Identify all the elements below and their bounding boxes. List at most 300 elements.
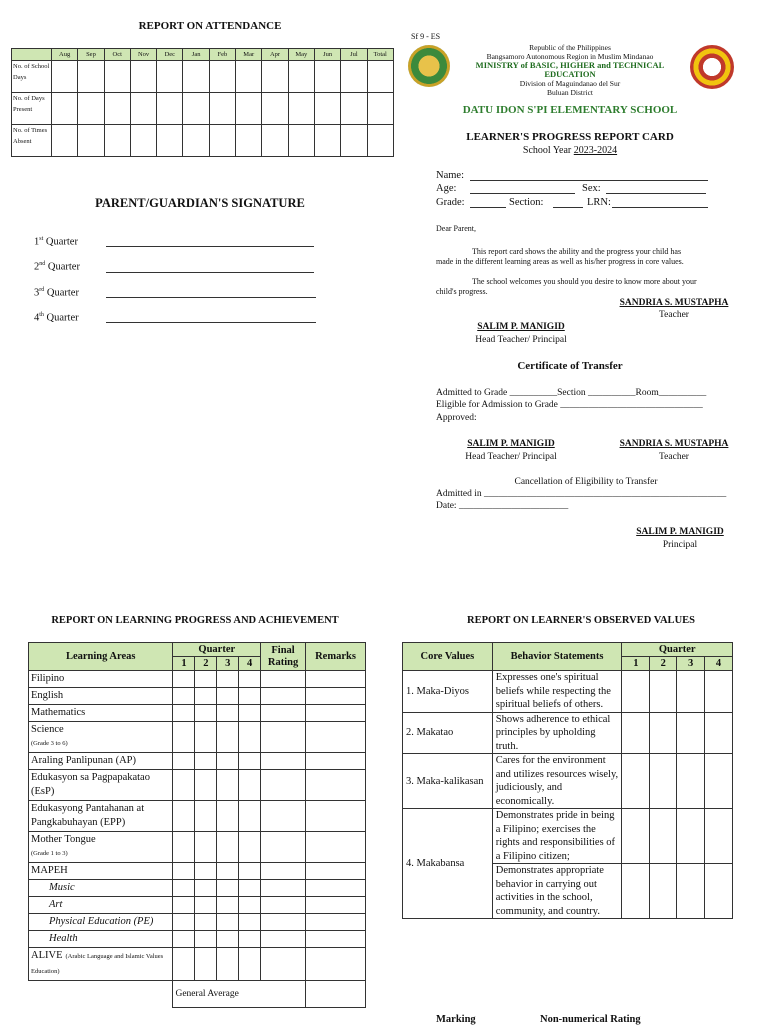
value-rating-cell[interactable] [677,809,705,864]
quarter-grade-cell[interactable] [239,770,261,801]
quarter-grade-cell[interactable] [217,770,239,801]
card-title: LEARNER'S PROGRESS REPORT CARD [466,131,674,143]
attendance-cell[interactable] [130,93,156,125]
age-label: Age: [436,183,457,194]
age-field[interactable] [470,193,575,194]
attendance-month-mar: Mar [236,49,262,61]
value-rating-cell[interactable] [650,671,677,713]
remarks-cell[interactable] [306,801,366,832]
final-rating-cell[interactable] [261,770,306,801]
core-value-label: 4. Makabansa [403,809,493,919]
school-year: School Year 2023-2024 [522,145,618,156]
name-field[interactable] [470,180,708,181]
remarks-cell[interactable] [306,753,366,770]
attendance-row [12,125,394,157]
quarter-grade-cell[interactable] [195,671,217,688]
quarter-grade-cell[interactable] [173,880,195,897]
transfer-title: Certificate of Transfer [517,360,623,372]
final-rating-cell[interactable] [261,671,306,688]
quarter-grade-cell[interactable] [173,914,195,931]
values-quarter-3-header: 3 [677,657,705,671]
value-rating-cell[interactable] [622,809,650,864]
attendance-row-label: No. of Times Absent [12,125,52,157]
quarter-1-header: 1 [173,657,195,671]
core-value-row [403,754,733,809]
quarter-1-label: 1st Quarter [34,236,78,248]
letter-greeting: Dear Parent, [436,224,476,233]
attendance-cell[interactable] [52,125,78,157]
quarter-3-header: 3 [217,657,239,671]
quarter-grade-cell[interactable] [195,880,217,897]
remarks-cell[interactable] [306,897,366,914]
final-rating-cell[interactable] [261,931,306,948]
cancellation-date[interactable]: Date: _______________________ [436,501,569,511]
learning-area-cell [29,753,173,770]
learning-area-label: Mathematics [31,707,86,718]
quarter-grade-cell[interactable] [239,897,261,914]
quarter-grade-cell[interactable] [173,801,195,832]
attendance-row [12,93,394,125]
behavior-statement: Expresses one's spiritual beliefs while respecting the spiritual beliefs of others. [492,671,622,713]
learning-area-label: Araling Panlipunan (AP) [31,755,136,766]
attendance-cell[interactable] [183,125,209,157]
value-rating-cell[interactable] [705,864,733,919]
final-rating-cell[interactable] [261,832,306,863]
value-rating-cell[interactable] [677,671,705,713]
attendance-cell[interactable] [104,93,130,125]
learning-area-cell [29,688,173,705]
attendance-month-jan: Jan [183,49,209,61]
quarter-grade-cell[interactable] [195,863,217,880]
learning-area-label: Health [49,933,78,944]
remarks-cell[interactable] [306,705,366,722]
attendance-cell[interactable] [367,93,393,125]
quarter-2-label: 2nd Quarter [34,261,80,273]
attendance-cell[interactable] [130,61,156,93]
value-rating-cell[interactable] [622,671,650,713]
general-average-spacer [29,981,173,1008]
attendance-cell[interactable] [262,125,288,157]
attendance-cell[interactable] [104,61,130,93]
attendance-cell[interactable] [183,93,209,125]
principal-role: Principal [662,540,698,550]
attendance-cell[interactable] [314,125,340,157]
learning-areas-header: Learning Areas [29,643,173,671]
quarter-grade-cell[interactable] [173,948,195,981]
value-rating-cell[interactable] [677,754,705,809]
transfer-head-role: Head Teacher/ Principal [465,452,557,462]
learning-area-cell [29,770,173,801]
attendance-month-oct: Oct [104,49,130,61]
learning-area-cell [29,832,173,863]
remarks-cell[interactable] [306,688,366,705]
nonnumerical-label: Non-numerical Rating [540,1014,641,1025]
quarter-grade-cell[interactable] [195,897,217,914]
value-rating-cell[interactable] [677,864,705,919]
attendance-cell[interactable] [314,93,340,125]
value-rating-cell[interactable] [677,712,705,754]
header-line1: Republic of the Philippines [529,43,611,52]
attendance-header-row [12,49,394,61]
values-quarter-header: Quarter [622,643,733,657]
head-teacher-name: SALIM P. MANIGID [477,322,565,332]
attendance-cell[interactable] [104,125,130,157]
attendance-month-jul: Jul [341,49,367,61]
learning-area-row [29,801,366,832]
quarter-grade-cell[interactable] [173,705,195,722]
attendance-corner [12,49,52,61]
head-teacher-role: Head Teacher/ Principal [475,335,567,345]
learning-area-cell [29,863,173,880]
learning-area-label: Edukasyon sa Pagpapakatao (EsP) [31,772,150,797]
learning-area-cell [29,948,173,981]
value-rating-cell[interactable] [650,754,677,809]
learning-area-row [29,863,366,880]
learning-area-row [29,880,366,897]
values-quarter-4-header: 4 [705,657,733,671]
remarks-cell[interactable] [306,770,366,801]
attendance-row-label: No. of School Days [12,61,52,93]
learning-area-label: English [31,690,64,701]
learning-area-row [29,931,366,948]
quarter-grade-cell[interactable] [195,722,217,753]
value-rating-cell[interactable] [622,712,650,754]
cancellation-title: Cancellation of Eligibility to Transfer [514,477,658,487]
attendance-cell[interactable] [130,125,156,157]
quarter-grade-cell[interactable] [217,880,239,897]
quarter-4-signature-line[interactable] [106,322,316,323]
value-rating-cell[interactable] [705,712,733,754]
attendance-table [11,48,394,157]
quarter-grade-cell[interactable] [173,897,195,914]
core-values-header: Core Values [403,643,493,671]
quarter-grade-cell[interactable] [195,753,217,770]
letter-paragraph-2: The school welcomes you should you desire to know more about your child's progress. [436,277,697,296]
general-average-cell[interactable] [306,981,366,1008]
core-value-label: 1. Maka-Diyos [403,671,493,713]
attendance-cell[interactable] [367,125,393,157]
final-rating-header: Final Rating [261,643,306,671]
quarter-header: Quarter [173,643,261,657]
attendance-month-feb: Feb [209,49,235,61]
learning-area-row [29,705,366,722]
letter-paragraph-1: This report card shows the ability and the progress your child has made in the different learning areas as well as his/her progress in core values. [436,247,684,266]
quarter-grade-cell[interactable] [239,931,261,948]
core-value-label: 3. Maka-kalikasan [403,754,493,809]
remarks-cell[interactable] [306,914,366,931]
final-rating-cell[interactable] [261,705,306,722]
attendance-month-sep: Sep [78,49,104,61]
remarks-cell[interactable] [306,671,366,688]
learning-area-row [29,914,366,931]
learning-area-row [29,688,366,705]
quarter-grade-cell[interactable] [239,948,261,981]
attendance-cell[interactable] [262,61,288,93]
attendance-cell[interactable] [52,61,78,93]
attendance-cell[interactable] [209,93,235,125]
quarter-grade-cell[interactable] [239,671,261,688]
value-rating-cell[interactable] [622,864,650,919]
principal-name: SALIM P. MANIGID [636,527,724,537]
learning-area-label: Music [49,882,75,893]
final-rating-cell[interactable] [261,897,306,914]
quarter-grade-cell[interactable] [239,688,261,705]
learning-area-row [29,948,366,981]
value-rating-cell[interactable] [650,809,677,864]
remarks-cell[interactable] [306,863,366,880]
attendance-cell[interactable] [157,61,183,93]
behavior-statement: Demonstrates pride in being a Filipino; exercises the rights and responsibilities of a Filipino citizen; [492,809,622,864]
learning-area-row [29,832,366,863]
quarter-3-label: 3rd Quarter [34,287,79,299]
remarks-cell[interactable] [306,722,366,753]
attendance-cell[interactable] [341,61,367,93]
header-line5: Buluan District [546,88,594,97]
attendance-cell[interactable] [236,61,262,93]
quarter-grade-cell[interactable] [173,770,195,801]
attendance-month-may: May [288,49,314,61]
section-field[interactable] [553,207,583,208]
quarter-grade-cell[interactable] [173,753,195,770]
quarter-grade-cell[interactable] [239,753,261,770]
behavior-statements-header: Behavior Statements [492,643,622,671]
quarter-1-signature-line[interactable] [106,246,314,247]
learning-area-row [29,753,366,770]
learning-area-cell [29,931,173,948]
quarter-grade-cell[interactable] [239,914,261,931]
learning-area-label: Physical Education (PE) [49,916,154,927]
attendance-cell[interactable] [262,93,288,125]
attendance-cell[interactable] [236,125,262,157]
learning-area-label: Edukasyong Pantahanan at Pangkabuhayan (EPP) [31,803,145,828]
quarter-grade-cell[interactable] [217,722,239,753]
attendance-month-dec: Dec [157,49,183,61]
quarter-grade-cell[interactable] [173,688,195,705]
form-code: Sf 9 - ES [411,32,441,41]
attendance-cell[interactable] [314,61,340,93]
attendance-cell[interactable] [288,61,314,93]
general-average-row [29,981,366,1008]
quarter-grade-cell[interactable] [195,914,217,931]
quarter-3-signature-line[interactable] [106,297,316,298]
quarter-grade-cell[interactable] [173,931,195,948]
attendance-cell[interactable] [367,61,393,93]
remarks-cell[interactable] [306,832,366,863]
remarks-header: Remarks [306,643,366,671]
quarter-grade-cell[interactable] [173,671,195,688]
quarter-grade-cell[interactable] [195,931,217,948]
learning-area-cell [29,722,173,753]
transfer-head-name: SALIM P. MANIGID [467,439,555,449]
teacher-name: SANDRIA S. MUSTAPHA [619,298,729,308]
learning-area-row [29,722,366,753]
final-rating-cell[interactable] [261,688,306,705]
attendance-cell[interactable] [209,125,235,157]
learning-area-cell [29,801,173,832]
value-rating-cell[interactable] [650,864,677,919]
quarter-grade-cell[interactable] [195,688,217,705]
quarter-grade-cell[interactable] [173,863,195,880]
grade-label: Grade: [436,197,465,208]
attendance-row-label: No. of Days Present [12,93,52,125]
quarter-grade-cell[interactable] [239,863,261,880]
attendance-month-nov: Nov [130,49,156,61]
core-value-row [403,712,733,754]
final-rating-cell[interactable] [261,863,306,880]
attendance-month-aug: Aug [52,49,78,61]
attendance-row [12,61,394,93]
final-rating-cell[interactable] [261,801,306,832]
remarks-cell[interactable] [306,880,366,897]
quarter-grade-cell[interactable] [195,705,217,722]
quarter-grade-cell[interactable] [239,801,261,832]
learning-area-note: (Grade 3 to 6) [31,740,68,747]
admitted-to-grade[interactable]: Admitted to Grade __________Section __________Room__________ [436,388,707,398]
learning-area-cell [29,671,173,688]
quarter-grade-cell[interactable] [195,832,217,863]
behavior-statement: Shows adherence to ethical principles by upholding truth. [492,712,622,754]
final-rating-cell[interactable] [261,948,306,981]
general-average-label: General Average [173,981,306,1008]
quarter-grade-cell[interactable] [195,948,217,981]
quarter-grade-cell[interactable] [217,753,239,770]
attendance-cell[interactable] [288,93,314,125]
name-label: Name: [436,170,464,181]
learning-area-label: Science [31,724,64,735]
ministry-seal-logo [408,45,450,87]
sex-label: Sex: [582,183,601,194]
learning-area-row [29,671,366,688]
learning-area-cell [29,880,173,897]
school-seal-logo [690,45,734,89]
progress-table [28,642,366,1008]
quarter-2-signature-line[interactable] [106,272,314,273]
transfer-teacher-role: Teacher [659,452,689,462]
learning-area-cell [29,897,173,914]
attendance-cell[interactable] [78,125,104,157]
remarks-cell[interactable] [306,948,366,981]
admitted-in[interactable]: Admitted in ___________________________________________________ [436,489,727,499]
quarter-grade-cell[interactable] [217,914,239,931]
quarter-grade-cell[interactable] [195,801,217,832]
final-rating-cell[interactable] [261,753,306,770]
value-rating-cell[interactable] [705,671,733,713]
value-rating-cell[interactable] [650,712,677,754]
core-value-row [403,809,733,864]
grade-field[interactable] [470,207,506,208]
attendance-month-total: Total [367,49,393,61]
progress-title: REPORT ON LEARNING PROGRESS AND ACHIEVEMENT [51,615,339,626]
quarter-grade-cell[interactable] [217,931,239,948]
values-quarter-2-header: 2 [650,657,677,671]
learning-area-row [29,770,366,801]
attendance-cell[interactable] [78,93,104,125]
learning-area-cell [29,705,173,722]
lrn-label: LRN: [587,197,611,208]
section-label: Section: [509,197,544,208]
quarter-grade-cell[interactable] [217,671,239,688]
attendance-cell[interactable] [209,61,235,93]
quarter-grade-cell[interactable] [173,722,195,753]
attendance-cell[interactable] [157,125,183,157]
header-line4: Division of Maguindanao del Sur [519,79,621,88]
value-rating-cell[interactable] [705,754,733,809]
learning-area-note: (Grade 1 to 3) [31,850,68,857]
attendance-cell[interactable] [236,93,262,125]
quarter-grade-cell[interactable] [195,770,217,801]
learning-area-label: Mother Tongue [31,834,96,845]
final-rating-cell[interactable] [261,880,306,897]
attendance-cell[interactable] [341,93,367,125]
quarter-grade-cell[interactable] [217,948,239,981]
learning-area-label: MAPEH [31,865,68,876]
ministry-name: MINISTRY of BASIC, HIGHER and TECHNICAL EDUCATION [475,60,665,79]
behavior-statement: Cares for the environment and utilizes resources wisely, judiciously, and economically. [492,754,622,809]
quarter-grade-cell[interactable] [217,832,239,863]
learning-area-row [29,897,366,914]
quarter-grade-cell[interactable] [217,863,239,880]
quarter-2-header: 2 [195,657,217,671]
learning-area-label: Filipino [31,673,65,684]
signature-title: PARENT/GUARDIAN'S SIGNATURE [95,196,305,210]
attendance-cell[interactable] [341,125,367,157]
quarter-grade-cell[interactable] [217,801,239,832]
transfer-teacher-name: SANDRIA S. MUSTAPHA [619,439,729,449]
school-name: DATU IDON S'PI ELEMENTARY SCHOOL [462,104,678,116]
attendance-cell[interactable] [52,93,78,125]
quarter-grade-cell[interactable] [239,705,261,722]
quarter-grade-cell[interactable] [217,688,239,705]
behavior-statement: Demonstrates appropriate behavior in carrying out activities in the school, community, and country. [492,864,622,919]
attendance-cell[interactable] [157,93,183,125]
quarter-grade-cell[interactable] [217,705,239,722]
attendance-cell[interactable] [183,61,209,93]
approved-label: Approved: [436,413,477,423]
core-value-label: 2. Makatao [403,712,493,754]
quarter-grade-cell[interactable] [173,832,195,863]
lrn-field[interactable] [612,207,708,208]
quarter-4-label: 4th Quarter [34,312,79,324]
quarter-grade-cell[interactable] [239,832,261,863]
quarter-grade-cell[interactable] [239,880,261,897]
quarter-grade-cell[interactable] [217,897,239,914]
attendance-cell[interactable] [288,125,314,157]
eligible-admission[interactable]: Eligible for Admission to Grade ______________________________ [436,400,703,410]
attendance-month-apr: Apr [262,49,288,61]
value-rating-cell[interactable] [705,809,733,864]
teacher-role: Teacher [659,310,689,320]
learning-area-note: (Arabic Language and Islamic Values Education) [31,953,164,975]
attendance-month-jun: Jun [314,49,340,61]
values-table [402,642,733,919]
learning-area-label: ALIVE [31,950,63,961]
attendance-title: REPORT ON ATTENDANCE [138,20,282,32]
sex-field[interactable] [606,193,706,194]
quarter-grade-cell[interactable] [239,722,261,753]
final-rating-cell[interactable] [261,914,306,931]
values-quarter-1-header: 1 [622,657,650,671]
quarter-4-header: 4 [239,657,261,671]
header-line2: Bangsamoro Autonomous Region in Muslim Mindanao [486,52,654,61]
marking-label: Marking [436,1014,476,1025]
value-rating-cell[interactable] [622,754,650,809]
attendance-cell[interactable] [78,61,104,93]
values-title: REPORT ON LEARNER'S OBSERVED VALUES [467,615,695,626]
remarks-cell[interactable] [306,931,366,948]
learning-area-label: Art [49,899,63,910]
core-value-row [403,671,733,713]
final-rating-cell[interactable] [261,722,306,753]
